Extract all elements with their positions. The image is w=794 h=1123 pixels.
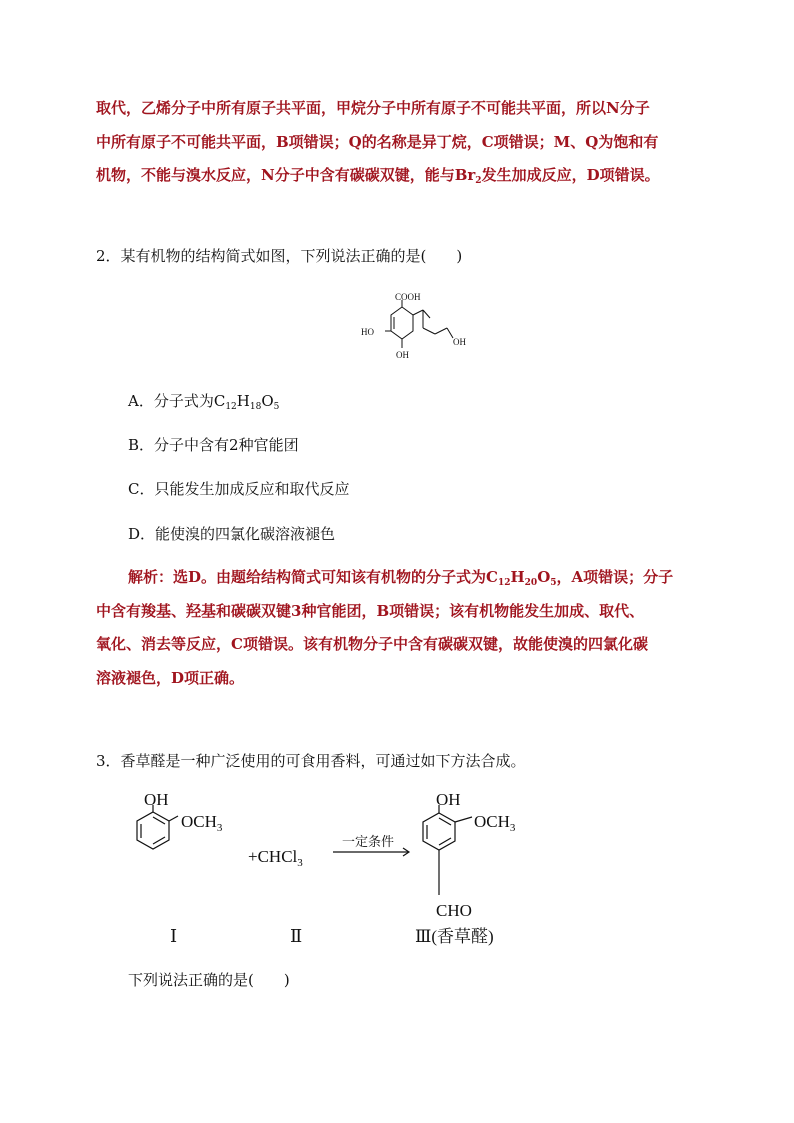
oh-right-label: OH	[453, 337, 466, 347]
label-compound-2: Ⅱ	[290, 926, 303, 946]
och3-2-label: $OCH_3$	[474, 812, 516, 834]
q2-structure-diagram	[355, 288, 485, 366]
analysis-line-2: 中含有羧基、羟基和碳碳双键3种官能团，B项错误；该有机物能发生加成、取代、	[96, 601, 645, 620]
condition-label: 一定条件	[342, 834, 395, 849]
oh-bottom-label: OH	[396, 350, 409, 360]
chcl3-label: +CHCl$_3$	[248, 847, 303, 869]
analysis-line-3: 氧化、消去等反应，C项错误。该有机物分子中含有碳碳双键，故能使溴的四氯化碳	[96, 635, 648, 653]
intro-explanation	[96, 92, 706, 193]
analysis-line-1: 解析：选D。由题给结构简式可知该有机物的分子式为$C_{12}H_{20}O_5$，A项错误；分子	[128, 568, 674, 588]
question-2-stem: 2．某有机物的结构简式如图，下列说法正确的是( )	[96, 247, 463, 265]
q3-reaction-scheme	[120, 790, 540, 950]
option-d: D．能使溴的四氯化碳溶液褪色	[128, 525, 336, 543]
intro-line-3: 机物，不能与溴水反应，N分子中含有碳碳双键，能与$Br_2$发生加成反应，D项错误。	[96, 166, 660, 186]
label-compound-3: Ⅲ(香草醛)	[415, 927, 494, 946]
question-3-stem: 3．香草醛是一种广泛使用的可食用香料，可通过如下方法合成。	[96, 752, 526, 770]
intro-line-1: 取代，乙烯分子中所有原子共平面，甲烷分子中所有原子不可能共平面，所以N分子	[96, 99, 650, 117]
analysis-line-4: 溶液褪色，D项正确。	[96, 668, 245, 687]
och3-1-label: $OCH_3$	[181, 812, 223, 834]
option-b: B．分子中含有2种官能团	[128, 436, 299, 454]
q2-analysis	[96, 561, 706, 695]
option-a: A．分子式为$C_{12}H_{18}O_5$	[128, 392, 280, 412]
ho-left-label: HO	[361, 327, 374, 337]
oh-1-label: OH	[144, 790, 169, 809]
option-c: C．只能发生加成反应和取代反应	[128, 480, 350, 498]
cho-label: CHO	[436, 901, 472, 920]
oh-2-label: OH	[436, 790, 461, 809]
intro-line-2: 中所有原子不可能共平面，B项错误；Q的名称是异丁烷，C项错误；M、Q为饱和有	[96, 132, 659, 151]
label-compound-1: Ⅰ	[170, 926, 178, 946]
cooh-label: COOH	[395, 292, 421, 302]
question-3-followup: 下列说法正确的是( )	[128, 971, 290, 989]
